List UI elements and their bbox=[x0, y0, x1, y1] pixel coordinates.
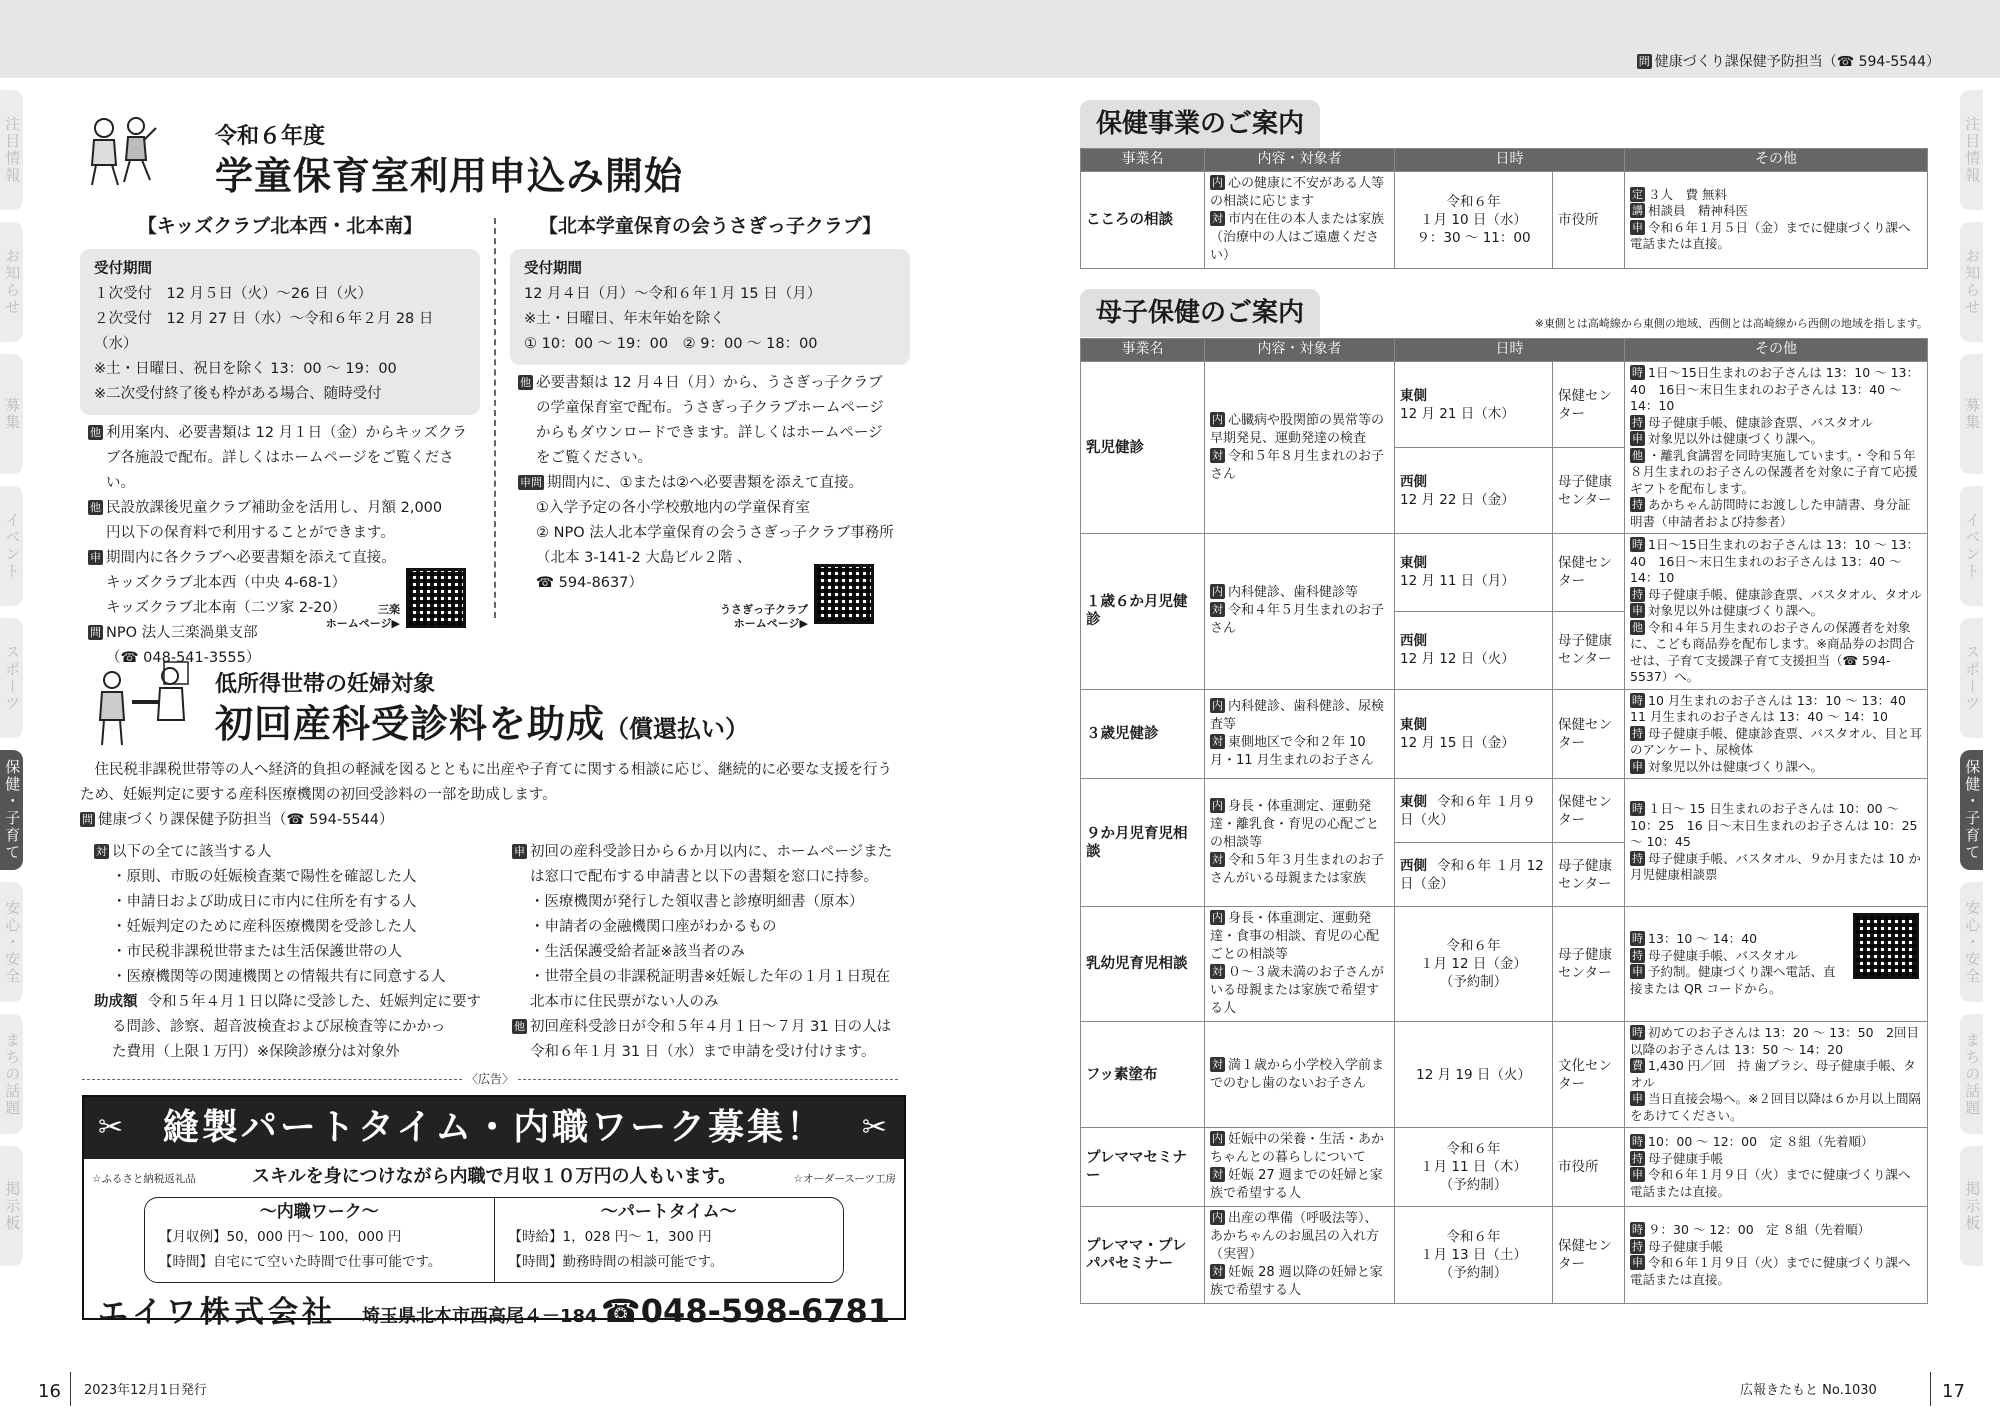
program-date: 西側12 月 22 日（金） bbox=[1395, 448, 1553, 534]
program-place: 母子健康センター bbox=[1553, 611, 1625, 689]
para-line: ・世帯全員の非課税証明書※妊娠した年の１月１日現在 bbox=[530, 969, 891, 985]
para-line: ・医療機関が発行した領収書と診療明細書（原本） bbox=[530, 894, 864, 910]
sewing-machine-icon: ✂ bbox=[98, 1109, 127, 1145]
label-tag: 申 bbox=[90, 551, 101, 565]
para-line: ☎ 594-8637） bbox=[536, 575, 643, 592]
program-date: 西側 令和６年 １月 12 日（金） bbox=[1395, 843, 1553, 907]
label-tag: 時 bbox=[1632, 1223, 1643, 1237]
side-tab[interactable]: 安心・安全 bbox=[1960, 882, 1983, 1002]
label-tag: 内 bbox=[1212, 911, 1223, 925]
table-row bbox=[1081, 534, 1928, 612]
program-content: 内 出産の準備（呼吸法等）、あかちゃんのお風呂の入れ方（実習） 対 妊娠 28 週以降の妊婦と家族で希望する人 bbox=[1205, 1207, 1395, 1304]
para-line: ・市民税非課税世帯または生活保護世帯の人 bbox=[112, 944, 402, 960]
side-tab[interactable]: 保健・子育て bbox=[0, 750, 23, 870]
label-tag: 申 bbox=[514, 845, 525, 858]
program-name: ３歳児健診 bbox=[1081, 689, 1205, 779]
text-line: １月 10 日（水） bbox=[1420, 211, 1527, 228]
program-date: 東側12 月 21 日（木） bbox=[1395, 362, 1553, 448]
page-right bbox=[1080, 100, 1928, 1304]
program-place: 保健センター bbox=[1553, 534, 1625, 612]
ad-address: 埼玉県北本市西高尾４－184 bbox=[362, 1305, 598, 1327]
side-tab[interactable]: 募集 bbox=[0, 354, 23, 474]
side-tab[interactable]: 注目情報 bbox=[1960, 90, 1983, 210]
side-tab[interactable]: 掲示板 bbox=[0, 1146, 23, 1266]
program-date: 東側 令和６年 １月９日（火） bbox=[1395, 779, 1553, 843]
para-line: 申 期間内に各クラブへ必要書類を添えて直接。 bbox=[90, 550, 396, 567]
para-line: ・申請日および助成日に市内に住所を有する人 bbox=[112, 894, 417, 910]
side-tab[interactable]: 注目情報 bbox=[0, 90, 23, 210]
kids-club-heading: 【キッズクラブ北本西・北本南】 bbox=[137, 215, 423, 237]
side-tab[interactable]: お知らせ bbox=[1960, 222, 1983, 342]
program-content: 内 妊娠中の栄養・生活・あかちゃんとの暮らしについて 対 妊娠 27 週までの妊婦と家族で希望する人 bbox=[1205, 1128, 1395, 1207]
label-tag: 他 bbox=[1632, 448, 1643, 462]
label-tag: 対 bbox=[1212, 1168, 1223, 1182]
side-tab[interactable]: スポーツ bbox=[0, 618, 23, 738]
label-tag: 申 bbox=[1632, 1256, 1643, 1270]
label-tag: 対 bbox=[1212, 734, 1223, 748]
column-header: 内容・対象者 bbox=[1205, 149, 1395, 172]
article2-intro: 住民税非課税世帯等の人へ経済的負担の軽減を図るとともに出産や子育てに関する相談に応じ、継続的に必要な支援を行うため、妊娠判定に要する産科医療機関の初回受診料の一部を助成します。 bbox=[80, 762, 892, 803]
program-date bbox=[1395, 1207, 1553, 1304]
ad-company: エイワ株式会社 bbox=[98, 1294, 336, 1330]
sewing-machine-icon-right: ✂ bbox=[861, 1109, 890, 1145]
program-date bbox=[1395, 1022, 1553, 1128]
ad-work-boxes bbox=[144, 1197, 844, 1283]
para-line: からもダウンロードできます。詳しくはホームページ bbox=[536, 425, 883, 442]
side-tabs-left bbox=[0, 90, 40, 1278]
usagi-qr-code[interactable] bbox=[814, 564, 874, 624]
label-tag: 時 bbox=[1632, 802, 1643, 816]
label-tag: 他 bbox=[90, 501, 101, 515]
label-tag: 申 bbox=[1632, 604, 1643, 618]
label-tag: 内 bbox=[1212, 1211, 1223, 1225]
children-illustration bbox=[80, 110, 160, 190]
program-place: 母子健康センター bbox=[1553, 448, 1625, 534]
label-tag: 内 bbox=[1212, 585, 1223, 599]
program-content: 内 身長・体重測定、運動発達・食事の相談、育児の心配ごとの相談等 対 ０～３歳未満のお子さんがいる母親または家族で希望する人 bbox=[1205, 907, 1395, 1022]
usagi-club-section bbox=[510, 212, 910, 596]
para-line: 問 NPO 法人三楽渦巣支部 bbox=[90, 625, 258, 642]
side-tab[interactable]: まちの話題 bbox=[1960, 1014, 1983, 1134]
para-line: ブ各施設で配布。詳しくはホームページをご覧ください。 bbox=[106, 450, 454, 492]
usagi-details bbox=[510, 371, 910, 596]
column-header: 事業名 bbox=[1081, 149, 1205, 172]
program-place: 文化センター bbox=[1553, 1022, 1625, 1128]
label-tag: 内 bbox=[1212, 175, 1223, 189]
label-tag: 持 bbox=[1632, 1151, 1643, 1165]
label-tag: 対 bbox=[1212, 448, 1223, 462]
side-tab[interactable]: 安心・安全 bbox=[0, 882, 23, 1002]
program-notes: 時 1日～15日生まれのお子さんは 13：10 ～ 13：40 16日～末日生まれのお子さんは 13：40 ～ 14：10 持 母子健康手帳、健康診査票、バスタオル、タオル 申 対象児以外は健康づくり課へ。 他 令和４年５月生まれのお子さんの保護者を対象に、こども商品券を配布します。※商品券のお問合せは、子育て支援課子育て支援担当（☎ 594-5537）へ。 bbox=[1625, 534, 1928, 690]
label-tag: 内 bbox=[1212, 798, 1223, 812]
label-tag: 対 bbox=[1212, 1265, 1223, 1279]
para-line: （☎ 048-541-3555） bbox=[106, 650, 261, 667]
usagi-qr-label: うさぎっ子クラブ ホームページ▶ bbox=[720, 603, 808, 630]
para-line: た費用（上限１万円）※保険診療分は対象外 bbox=[112, 1044, 400, 1060]
label-tag: 内 bbox=[1212, 698, 1223, 712]
column-header: 日時 bbox=[1395, 149, 1625, 172]
para-line: （北本 3-141-2 大島ビル２階 、 bbox=[536, 550, 752, 567]
side-tab[interactable]: 保健・子育て bbox=[1960, 750, 1983, 870]
label-tag: 時 bbox=[1632, 693, 1643, 707]
article1-subtitle: 令和６年度 bbox=[215, 124, 326, 149]
text-line: １月 12 日（金） bbox=[1420, 956, 1527, 973]
text-line: （予約制） bbox=[1439, 1177, 1508, 1194]
right-page-number: 17 bbox=[1942, 1381, 1965, 1402]
label-tag: 対 bbox=[96, 845, 107, 858]
program-date bbox=[1395, 907, 1553, 1022]
text-line: ※土・日曜日、年末年始を除く bbox=[524, 311, 725, 328]
program-name: プレママセミナー bbox=[1081, 1128, 1205, 1207]
kids-qr-label: 三楽 ホームページ▶ bbox=[325, 603, 400, 630]
text-line: １月 13 日（土） bbox=[1420, 1247, 1527, 1264]
text-line: ２次受付 12 月 27 日（水）～令和６年２月 28 日（水） bbox=[94, 311, 434, 353]
header-contact: 問 健康づくり課保健予防担当（☎ 594-5544） bbox=[1638, 54, 1940, 70]
para-line: 他 初回産科受診日が令和５年４月１日～７月 31 日の人は bbox=[514, 1019, 892, 1035]
label-tag: 持 bbox=[1632, 498, 1643, 512]
left-issue-date: 2023年12月1日発行 bbox=[84, 1383, 207, 1398]
side-tab[interactable]: スポーツ bbox=[1960, 618, 1983, 738]
column-divider bbox=[494, 218, 496, 618]
label-tag: 申 bbox=[1632, 1168, 1643, 1182]
para-line: 他 利用案内、必要書類は 12 月１日（金）からキッズクラ bbox=[90, 425, 467, 442]
text-line: ※土・日曜日、祝日を除く 13：00 ～ 19：00 bbox=[94, 361, 397, 378]
column-header: その他 bbox=[1625, 149, 1928, 172]
text-line: 令和６年 bbox=[1446, 1141, 1501, 1158]
health-section-title: 保健事業のご案内 bbox=[1080, 100, 1320, 148]
para-line: ①入学予定の各小学校敷地内の学童保育室 bbox=[536, 500, 810, 517]
text-line: （予約制） bbox=[1439, 974, 1508, 991]
text-line: ※二次受付終了後も枠がある場合、随時受付 bbox=[94, 386, 382, 403]
para-line: ② NPO 法人北本学童保育の会うさぎっ子クラブ事務所 bbox=[536, 525, 894, 542]
label-tag: 時 bbox=[1632, 1135, 1643, 1149]
text-line: １次受付 12 月５日（火）～26 日（火） bbox=[94, 286, 373, 303]
para-line: 令和６年１月 31 日（水）まで申請を受け付けます。 bbox=[530, 1044, 876, 1060]
kids-details bbox=[80, 421, 480, 671]
label-tag: 持 bbox=[1632, 726, 1643, 740]
article2-contact: 問 健康づくり課保健予防担当（☎ 594-5544） bbox=[82, 812, 394, 828]
program-notes: 時 10：00 ～ 12：00 定 ８組（先着順） 持 母子健康手帳 申 令和６年１月９日（火）までに健康づくり課へ電話または直接。 bbox=[1625, 1128, 1928, 1207]
text-line: 12 月４日（月）～令和６年１月 15 日（月） bbox=[524, 286, 822, 303]
ad-subtitle: スキルを身につけながら内職で月収１０万円の人もいます。 bbox=[251, 1166, 737, 1187]
program-place: 保健センター bbox=[1553, 1207, 1625, 1304]
maternal-section-title: 母子保健のご案内 bbox=[1080, 289, 1320, 337]
label-tag: 申問 bbox=[520, 476, 542, 490]
side-tab[interactable]: まちの話題 bbox=[0, 1014, 23, 1134]
ad-parttime-box: ～パートタイム～ 【時給】1，028 円～ 1，300 円 【時間】勤務時間の相談可能です。 bbox=[494, 1198, 844, 1282]
para-line: る問診、診察、超音波検査および尿検査等にかかっ bbox=[112, 1019, 446, 1035]
program-place: 母子健康センター bbox=[1553, 843, 1625, 907]
kids-period-box: 受付期間 １次受付 12 月５日（火）～26 日（火） ２次受付 12 月 27 日（水）～令和６年２月 28 日（水） ※土・日曜日、祝日を除く 13：00 ～ 19：00 ※二次受付終了後も枠がある場合、随時受付 bbox=[80, 249, 480, 415]
text-line: ① 10：00 ～ 19：00 ② 9：00 ～ 18：00 bbox=[524, 336, 818, 353]
label-tag: 他 bbox=[520, 376, 531, 390]
side-tab[interactable]: イベント bbox=[0, 486, 23, 606]
text-line: 令和６年 bbox=[1446, 938, 1501, 955]
program-place: 保健センター bbox=[1553, 362, 1625, 448]
program-content: 内 内科健診、歯科健診等 対 令和４年５月生まれのお子さん bbox=[1205, 534, 1395, 690]
label-tag: 他 bbox=[514, 1020, 525, 1033]
program-place: 市役所 bbox=[1553, 171, 1625, 268]
text-line: 令和６年 bbox=[1446, 1229, 1501, 1246]
label-tag: 時 bbox=[1632, 366, 1643, 380]
text-line: 令和６年 bbox=[1446, 193, 1501, 210]
label-tag: 他 bbox=[1632, 620, 1643, 634]
label-tag: 定 bbox=[1632, 187, 1643, 201]
article2-eligibility bbox=[94, 840, 494, 1065]
program-date bbox=[1395, 171, 1553, 268]
para-line: をご覧ください。 bbox=[536, 450, 652, 467]
label-tag: 時 bbox=[1632, 1026, 1643, 1040]
para-line: 他 民設放課後児童クラブ補助金を活用し、月額 2,000 bbox=[90, 500, 443, 517]
para-line: の学童保育室で配布。うさぎっ子クラブホームページ bbox=[536, 400, 884, 417]
program-content: 内 心の健康に不安がある人等の相談に応じます 対 市内在住の本人または家族（治療中の人はご遠慮ください） bbox=[1205, 171, 1395, 268]
para-line: 申 初回の産科受診日から６か月以内に、ホームページまた bbox=[514, 844, 893, 860]
text-line: ９：30 ～ 11：00 bbox=[1416, 229, 1531, 246]
advertisement bbox=[82, 1095, 906, 1330]
program-name: 乳幼児育児相談 bbox=[1081, 907, 1205, 1022]
program-content: 対 満１歳から小学校入学前までのむし歯のないお子さん bbox=[1205, 1022, 1395, 1128]
left-page-number: 16 bbox=[38, 1381, 61, 1402]
table-row bbox=[1081, 1022, 1928, 1128]
text-line: 12 月 19 日（火） bbox=[1416, 1066, 1531, 1083]
program-notes: 時 10 月生まれのお子さんは 13：10 ～ 13：40 11 月生まれのお子さんは 13：40 ～ 14：10 持 母子健康手帳、健康診査票、バスタオル、目と耳のアンケート、尿検体 申 対象児以外は健康づくり課へ。 bbox=[1625, 689, 1928, 779]
side-tab[interactable]: 掲示板 bbox=[1960, 1146, 1983, 1266]
label-tag: 内 bbox=[1212, 1132, 1223, 1146]
label-tag: 持 bbox=[1632, 415, 1643, 429]
program-name: ９か月児育児相談 bbox=[1081, 779, 1205, 907]
label-tag: 申 bbox=[1632, 965, 1643, 979]
label-tag: 時 bbox=[1632, 932, 1643, 946]
label-tag: 費 bbox=[1632, 1059, 1643, 1073]
table-row bbox=[1081, 689, 1928, 779]
side-tab[interactable]: イベント bbox=[1960, 486, 1983, 606]
label-tag: 対 bbox=[1212, 1057, 1223, 1071]
label-tag: 申 bbox=[1632, 759, 1643, 773]
maternal-note: ※東側とは高崎線から東側の地域、西側とは高崎線から西側の地域を指します。 bbox=[1534, 317, 1928, 331]
program-place: 保健センター bbox=[1553, 689, 1625, 779]
label-tag: 対 bbox=[1212, 211, 1223, 225]
column-header: その他 bbox=[1625, 339, 1928, 362]
ad-homework-box: ～内職ワーク～ 【月収例】50，000 円～ 100，000 円 【時間】自宅にて空いた時間で仕事可能です。 bbox=[159, 1201, 442, 1270]
para-line: 助成額 令和５年４月１日以降に受診した、妊娠判定に要す bbox=[94, 994, 481, 1010]
text-line: （予約制） bbox=[1439, 1265, 1508, 1282]
para-line: ・原則、市販の妊娠検査薬で陽性を確認した人 bbox=[112, 869, 417, 885]
label-tag: 問 bbox=[90, 626, 101, 640]
label-tag: 持 bbox=[1632, 948, 1643, 962]
ad-label: 〈広告〉 bbox=[70, 1070, 910, 1089]
label-tag: 内 bbox=[1212, 412, 1223, 426]
label-tag: 対 bbox=[1212, 965, 1223, 979]
maternal-table bbox=[1080, 338, 1928, 1304]
para-line: 対 以下の全てに該当する人 bbox=[96, 844, 272, 860]
program-date bbox=[1395, 1128, 1553, 1207]
para-line: は窓口で配布する申請書と以下の書類を窓口に持参。 bbox=[530, 869, 878, 885]
label-text: 助成額 bbox=[94, 994, 138, 1010]
para-line: キッズクラブ北本西（中央 4-68-1） bbox=[106, 575, 347, 592]
ad-headline: ✂ 縫製パートタイム・内職ワーク募集！ ✂ bbox=[84, 1097, 904, 1159]
article2-application bbox=[512, 840, 912, 1065]
program-notes: 時 13：10 ～ 14：40 持 母子健康手帳、バスタオル 申 予約制。健康づくり課へ電話、直接または QR コードから。 bbox=[1625, 907, 1928, 1022]
reservation-qr-code[interactable] bbox=[1853, 913, 1919, 979]
ad-footer bbox=[84, 1283, 904, 1337]
article2-title: 初回産科受診料を助成 bbox=[215, 702, 606, 747]
text-line: １月 11 日（木） bbox=[1420, 1159, 1527, 1176]
program-notes: 時 初めてのお子さんは 13：20 ～ 13：50 2回目以降のお子さんは 13：50 ～ 14：20 費 1,430 円／回 持 歯ブラシ、母子健康手帳、タオル 申 当日直接会場へ。※２回目以降は６か月以上間隔をあけてください。 bbox=[1625, 1022, 1928, 1128]
program-notes: 時 １日～ 15 日生まれのお子さんは 10：00 ～ 10：25 16 日～末日生まれのお子さんは 10：25 ～ 10：45 持 母子健康手帳、バスタオル、９か月または 10 か月児健康相談票 bbox=[1625, 779, 1928, 907]
para-line: 北本市に住民票がない人のみ bbox=[530, 994, 719, 1010]
program-place: 保健センター bbox=[1553, 779, 1625, 843]
ad-left-note: ☆ふるさと納税返礼品 bbox=[92, 1173, 196, 1185]
program-place: 市役所 bbox=[1553, 1128, 1625, 1207]
article1-title: 学童保育室利用申込み開始 bbox=[215, 154, 684, 199]
program-name: １歳６か月児健診 bbox=[1081, 534, 1205, 690]
article2-title-paren: （償還払い） bbox=[605, 715, 750, 744]
label-tag: 持 bbox=[1632, 851, 1643, 865]
label-tag: 対 bbox=[1212, 852, 1223, 866]
label-tag: 対 bbox=[1212, 603, 1223, 617]
para-line: 他 必要書類は 12 月４日（月）から、うさぎっ子クラブ bbox=[520, 375, 883, 392]
program-notes: 定 ３人 費 無料 講 相談員 精神科医 申 令和６年１月５日（金）までに健康づくり課へ電話または直接。 bbox=[1625, 171, 1928, 268]
table-row bbox=[1081, 907, 1928, 1022]
para-line: キッズクラブ北本南（二ツ家 2-20） bbox=[106, 600, 347, 617]
program-date: 東側12 月 15 日（金） bbox=[1395, 689, 1553, 779]
right-issue: 広報きたもと No.1030 bbox=[1740, 1383, 1877, 1398]
label-tag: 申 bbox=[1632, 432, 1643, 446]
usagi-club-heading: 【北本学童保育の会うさぎっ子クラブ】 bbox=[538, 215, 882, 237]
label-tag: 時 bbox=[1632, 538, 1643, 552]
program-notes: 時 ９：30 ～ 12：00 定 ８組（先着順） 持 母子健康手帳 申 令和６年１月９日（火）までに健康づくり課へ電話または直接。 bbox=[1625, 1207, 1928, 1304]
program-name: 乳児健診 bbox=[1081, 362, 1205, 534]
consultation-illustration bbox=[92, 660, 192, 750]
side-tab[interactable]: 募集 bbox=[1960, 354, 1983, 474]
program-name: フッ素塗布 bbox=[1081, 1022, 1205, 1128]
label-tag: 持 bbox=[1632, 587, 1643, 601]
label-tag: 講 bbox=[1632, 204, 1643, 218]
label-tag: 申 bbox=[1632, 220, 1643, 234]
program-place: 母子健康センター bbox=[1553, 907, 1625, 1022]
program-notes: 時 1日～15日生まれのお子さんは 13：10 ～ 13：40 16日～末日生まれのお子さんは 13：40 ～ 14：10 持 母子健康手帳、健康診査票、バスタオル 申 対象児以外は健康づくり課へ。 他 ・離乳食講習を同時実施しています。・令和５年８月生まれのお子さんの保護者を対象に子育て応援ギフトを配布します。 持 あかちゃん訪問時にお渡しした申請書、身分証明書（申請者および持参者） bbox=[1625, 362, 1928, 534]
program-date: 西側12 月 12 日（火） bbox=[1395, 611, 1553, 689]
side-tab[interactable]: お知らせ bbox=[0, 222, 23, 342]
program-content: 内 内科健診、歯科健診、尿検査等 対 東側地区で令和２年 10 月・11 月生まれのお子さん bbox=[1205, 689, 1395, 779]
para-line: 円以下の保育料で利用することができます。 bbox=[106, 525, 395, 542]
program-date: 東側12 月 11 日（月） bbox=[1395, 534, 1553, 612]
label-tag: 他 bbox=[90, 426, 101, 440]
usagi-period-box: 受付期間 12 月４日（月）～令和６年１月 15 日（月） ※土・日曜日、年末年始を除く ① 10：00 ～ 19：00 ② 9：00 ～ 18：00 bbox=[510, 249, 910, 365]
program-content: 内 身長・体重測定、運動発達・離乳食・育児の心配ごとの相談等 対 令和５年３月生まれのお子さんがいる母親または家族 bbox=[1205, 779, 1395, 907]
program-name: こころの相談 bbox=[1081, 171, 1205, 268]
para-line: ・生活保護受給者証※該当者のみ bbox=[530, 944, 746, 960]
kids-qr-code[interactable] bbox=[406, 568, 466, 628]
ad-phone[interactable]: ☎048-598-6781 bbox=[600, 1291, 890, 1330]
column-header: 日時 bbox=[1395, 339, 1625, 362]
column-header: 事業名 bbox=[1081, 339, 1205, 362]
para-line: ・妊娠判定のために産科医療機関を受診した人 bbox=[112, 919, 417, 935]
para-line: ・医療機関等の関連機関との情報共有に同意する人 bbox=[112, 969, 446, 985]
table-row bbox=[1081, 1207, 1928, 1304]
para-line: 申問 期間内に、①または②へ必要書類を添えて直接。 bbox=[520, 475, 863, 492]
table-row bbox=[1081, 1128, 1928, 1207]
health-table bbox=[1080, 148, 1928, 269]
article2-subtitle: 低所得世帯の妊婦対象 bbox=[215, 672, 436, 697]
table-row bbox=[1081, 171, 1928, 268]
para-line: ・申請者の金融機関口座がわかるもの bbox=[530, 919, 777, 935]
label-tag: 持 bbox=[1632, 1239, 1643, 1253]
program-name: プレママ・プレパパセミナー bbox=[1081, 1207, 1205, 1304]
program-content: 内 心臓病や股関節の異常等の早期発見、運動発達の検査 対 令和５年８月生まれのお子さん bbox=[1205, 362, 1395, 534]
table-row bbox=[1081, 362, 1928, 448]
ad-right-note: ☆オーダースーツ工房 bbox=[793, 1173, 896, 1185]
column-header: 内容・対象者 bbox=[1205, 339, 1395, 362]
side-tabs-right bbox=[1960, 90, 2000, 1278]
label-tag: 申 bbox=[1632, 1092, 1643, 1106]
table-row bbox=[1081, 779, 1928, 843]
